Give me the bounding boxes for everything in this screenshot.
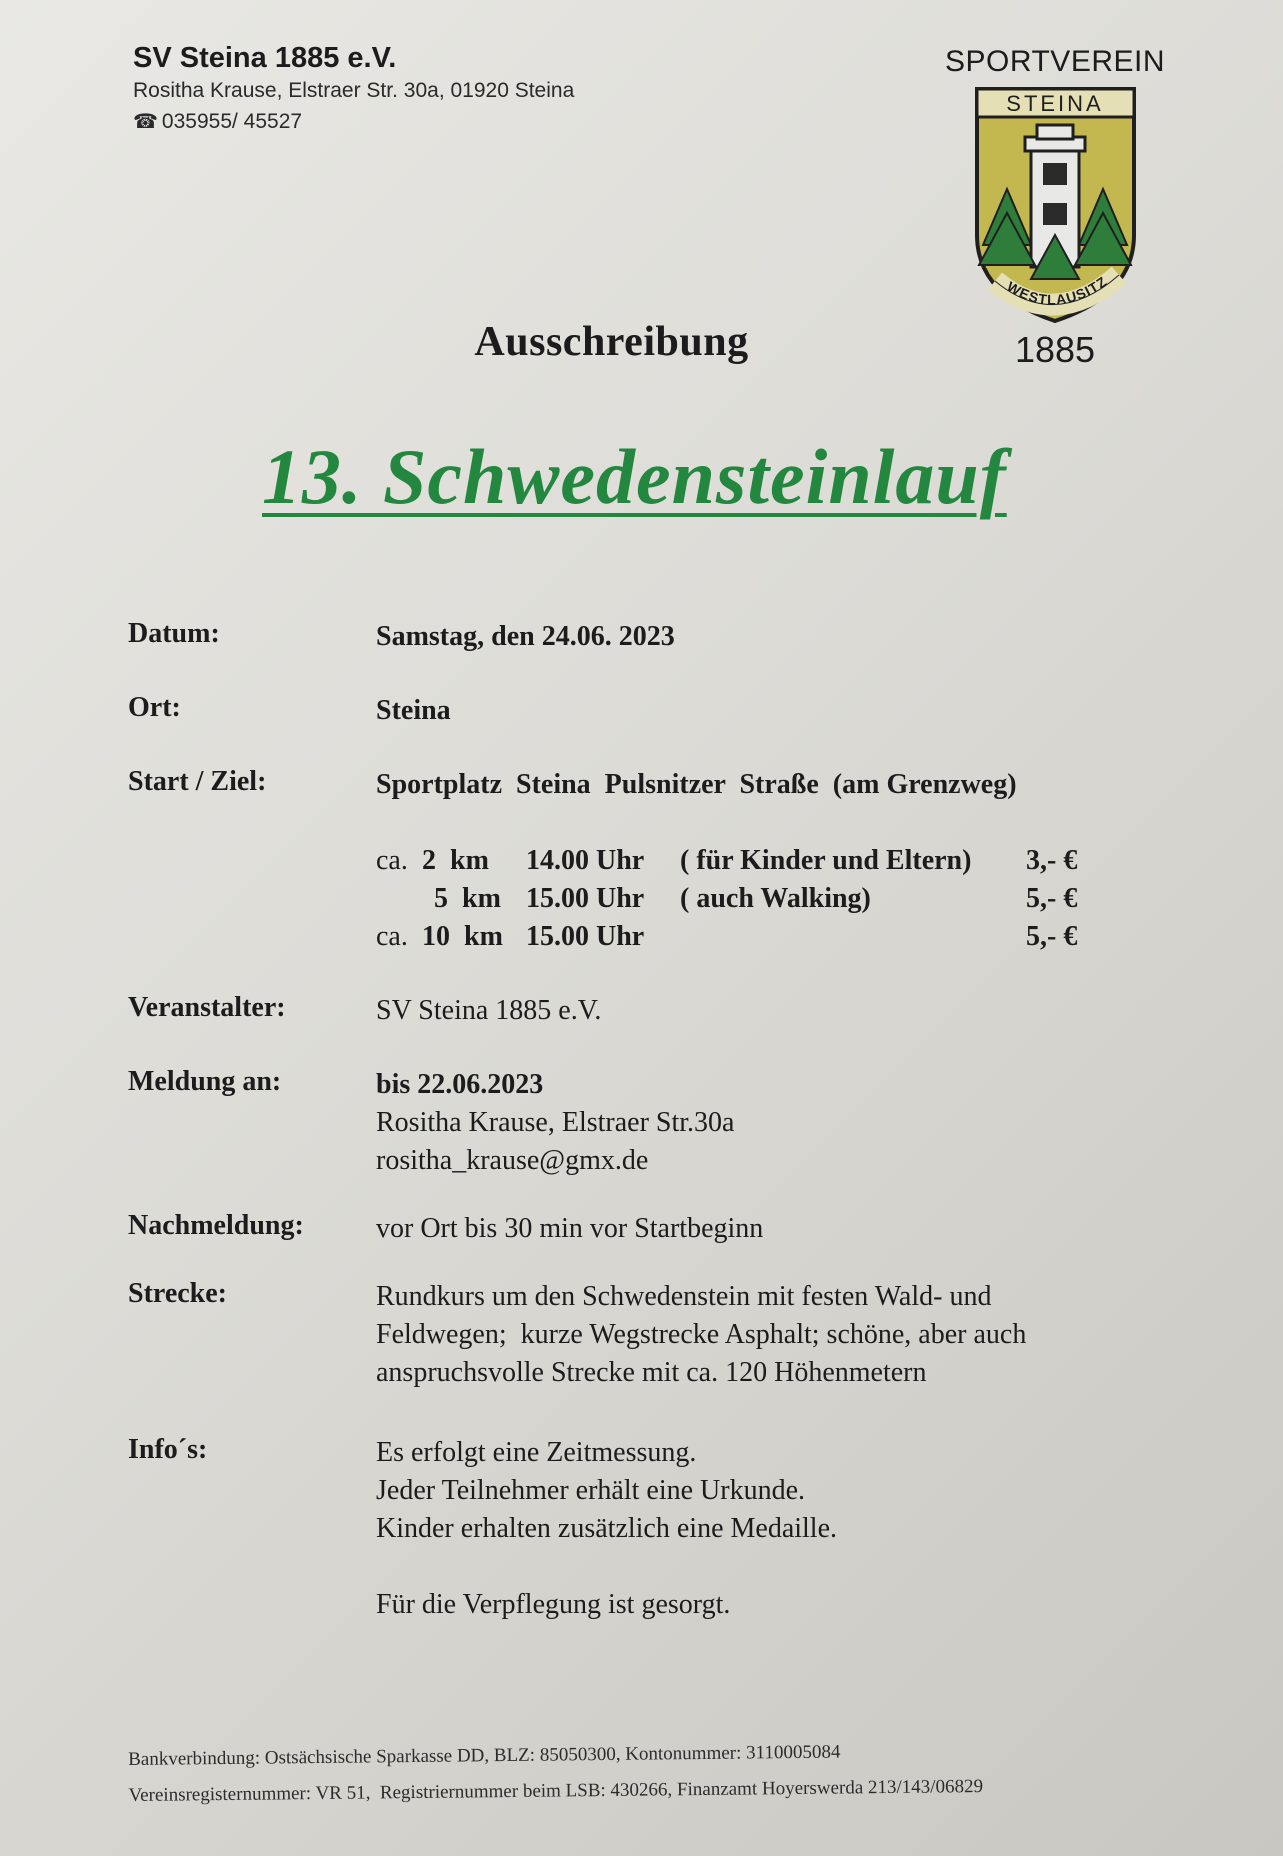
club-phone-line [133, 109, 574, 134]
distance-price: 5,- € [1026, 921, 1078, 952]
value-meldung [376, 1066, 1223, 1180]
value-infos [376, 1434, 1223, 1624]
value-start-ziel: Sportplatz Steina Pulsnitzer Straße (am Grenzweg) [376, 769, 1017, 800]
label-start-ziel: Start / Ziel: [128, 766, 267, 797]
crest-year: 1885 [1014, 329, 1096, 370]
crest-emblem-icon [973, 85, 1138, 325]
distance-price: 3,- € [1026, 845, 1078, 876]
info-spacer [376, 1548, 1223, 1586]
value-strecke [376, 1278, 1223, 1392]
letterhead [133, 42, 574, 134]
distance-km: 10 km [422, 921, 503, 952]
distance-km: 5 km [434, 883, 501, 914]
distance-row [376, 842, 1223, 880]
distance-price: 5,- € [1026, 883, 1078, 914]
meldung-email[interactable]: rositha_krause@gmx.de [376, 1145, 649, 1176]
club-phone: 035955/ 45527 [161, 110, 303, 133]
footer-register: Vereinsregisternummer: VR 51, Registriernummer beim LSB: 430266, Finanzamt Hoyerswerda 213/143/06829 [128, 1776, 984, 1806]
meldung-deadline: bis 22.06.2023 [376, 1069, 544, 1100]
distance-time: 15.00 Uhr [526, 883, 645, 914]
info-line: Jeder Teilnehmer erhält eine Urkunde. [376, 1475, 806, 1506]
distance-prefix: ca. [376, 921, 408, 952]
label-veranstalter: Veranstalter: [128, 992, 286, 1023]
strecke-line: anspruchsvolle Strecke mit ca. 120 Höhenmetern [376, 1357, 927, 1388]
footer-bank: Bankverbindung: Ostsächsische Sparkasse DD, BLZ: 85050300, Kontonummer: 3110005084 [128, 1741, 841, 1770]
info-closing: Für die Verpflegung ist gesorgt. [376, 1589, 731, 1620]
distance-note: ( für Kinder und Eltern) [680, 845, 972, 876]
strecke-line: Feldwegen; kurze Wegstrecke Asphalt; schöne, aber auch [376, 1319, 1027, 1350]
club-name: SV Steina 1885 e.V. [133, 42, 397, 74]
info-line: Es erfolgt eine Zeitmessung. [376, 1437, 697, 1468]
label-meldung: Meldung an: [128, 1066, 282, 1097]
club-address: Rositha Krause, Elstraer Str. 30a, 01920 Steina [133, 79, 575, 102]
value-datum: Samstag, den 24.06. 2023 [376, 621, 675, 652]
telephone-icon: ☎ [133, 111, 158, 133]
strecke-line: Rundkurs um den Schwedenstein mit festen Wald- und [376, 1281, 992, 1312]
crest-title: SPORTVEREIN [945, 45, 1165, 78]
label-strecke: Strecke: [128, 1278, 227, 1309]
crest-ribbon: WESTLAUSITZ [1003, 272, 1110, 308]
info-line: Kinder erhalten zusätzlich eine Medaille. [376, 1513, 838, 1544]
distance-note: ( auch Walking) [680, 883, 871, 914]
distance-time: 15.00 Uhr [526, 921, 645, 952]
distance-prefix: ca. [376, 845, 408, 876]
meldung-contact: Rositha Krause, Elstraer Str.30a [376, 1107, 735, 1138]
distance-row [376, 918, 1223, 956]
label-ort: Ort: [128, 692, 181, 723]
distance-list [376, 842, 1223, 956]
distance-time: 14.00 Uhr [526, 845, 645, 876]
event-title: 13. Schwedensteinlauf [262, 433, 1007, 520]
value-ort: Steina [376, 695, 451, 726]
label-nachmeldung: Nachmeldung: [128, 1210, 304, 1241]
footer [128, 1733, 983, 1814]
label-infos: Info´s: [128, 1434, 208, 1465]
document-type-heading: Ausschreibung [474, 319, 749, 365]
value-veranstalter: SV Steina 1885 e.V. [376, 995, 602, 1026]
distance-row [376, 880, 1223, 918]
distance-km: 2 km [422, 845, 489, 876]
crest-banner: STEINA [1005, 91, 1104, 116]
value-nachmeldung: vor Ort bis 30 min vor Startbeginn [376, 1213, 764, 1244]
label-datum: Datum: [128, 618, 220, 649]
